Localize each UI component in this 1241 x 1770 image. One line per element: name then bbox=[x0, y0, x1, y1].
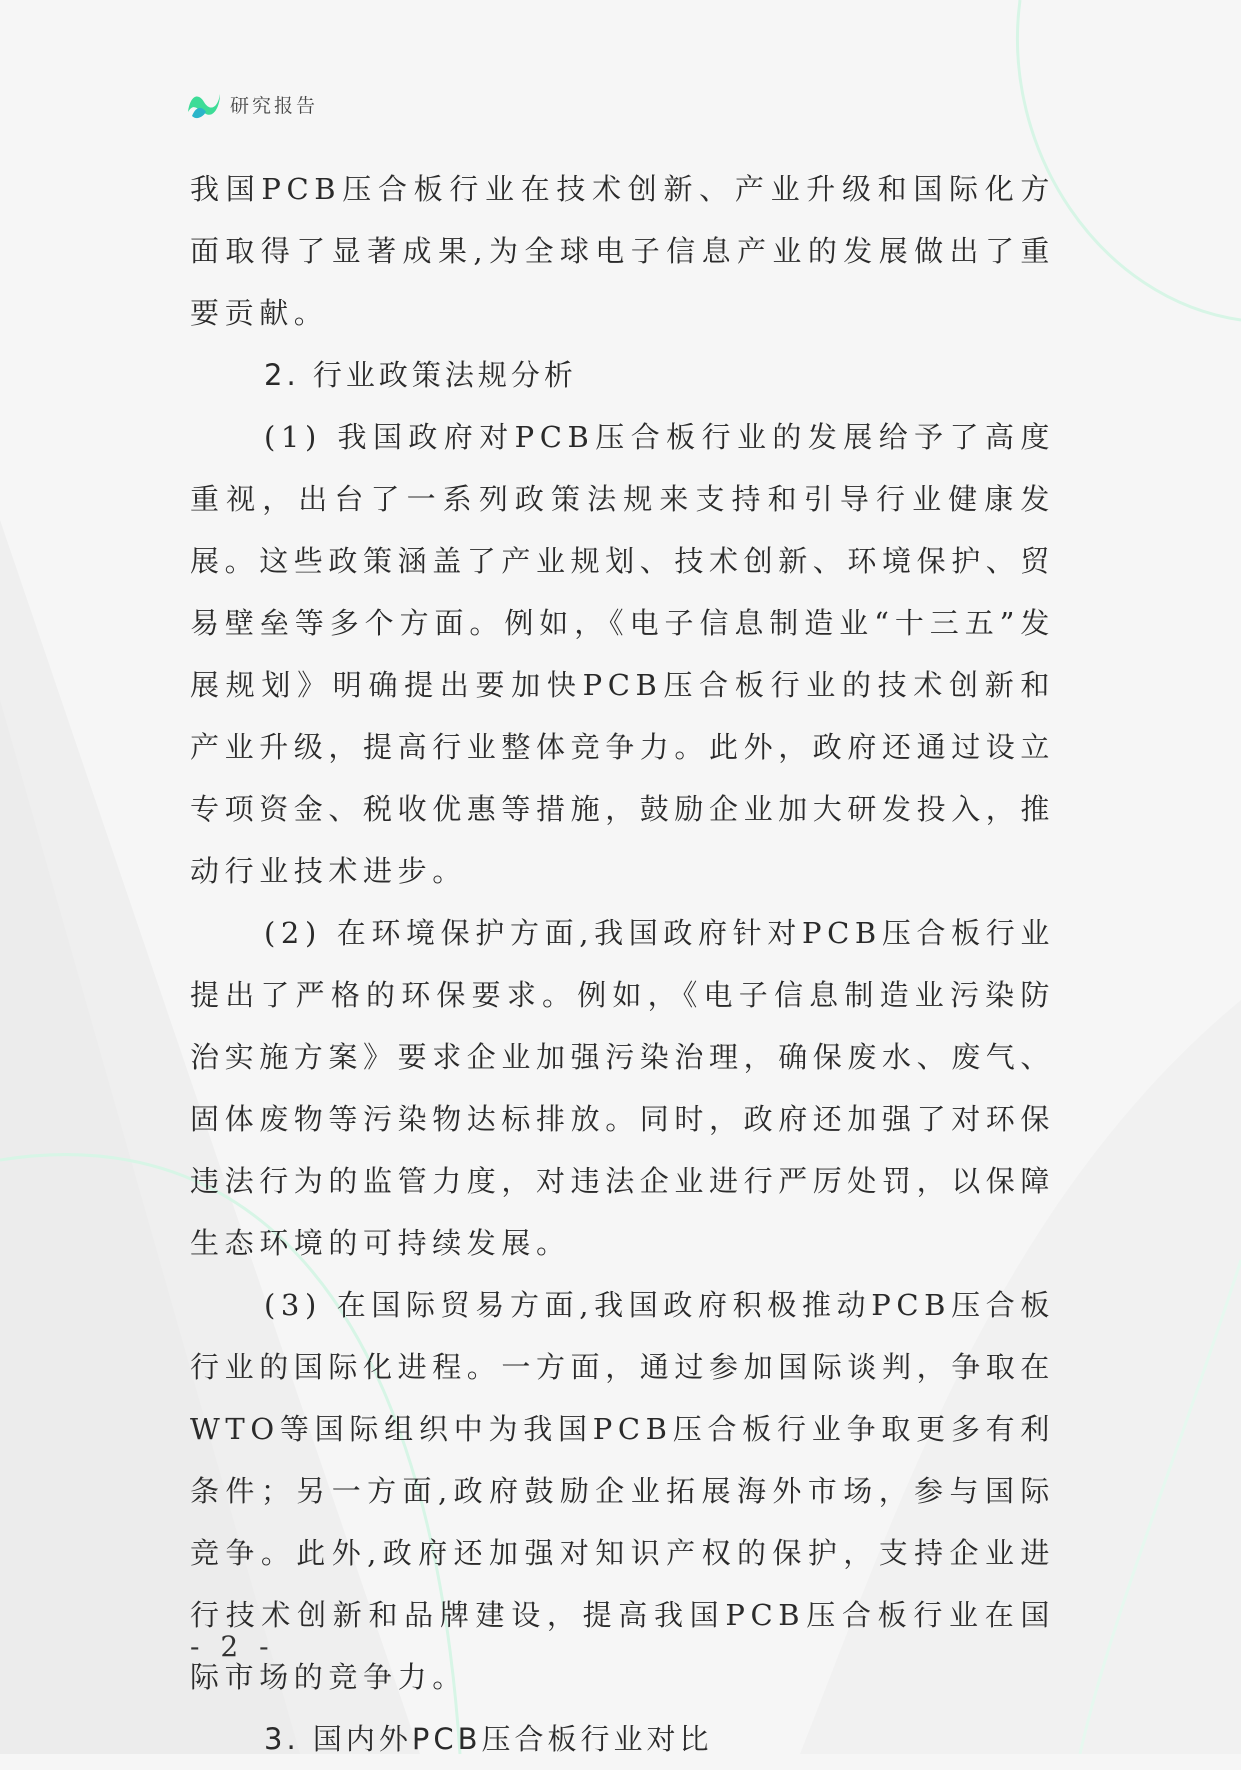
report-body bbox=[190, 158, 1055, 1770]
brand-logo-icon bbox=[186, 88, 222, 120]
header-title: 研究报告 bbox=[230, 94, 319, 117]
paragraph-policy-3: (3) 在国际贸易方面,我国政府积极推动PCB压合板行业的国际化进程。一方面，通过参加国际谈判，争取在WTO等国际组织中为我国PCB压合板行业争取更多有利条件；另一方面,政府鼓励企业拓展海外市场，参与国际竞争。此外,政府还加强对知识产权的保护，支持企业进行技术创新和品牌建设，提高我国PCB压合板行业在国际市场的竞争力。 bbox=[190, 1288, 1056, 1694]
report-header bbox=[186, 88, 318, 120]
paragraph-policy-1: (1) 我国政府对PCB压合板行业的发展给予了高度重视，出台了一系列政策法规来支持和引导行业健康发展。这些政策涵盖了产业规划、技术创新、环境保护、贸易壁垒等多个方面。例如，《电子信息制造业“十三五”发展规划》明确提出要加快PCB压合板行业的技术创新和产业升级，提高行业整体竞争力。此外，政府还通过设立专项资金、税收优惠等措施，鼓励企业加大研发投入，推动行业技术进步。 bbox=[190, 420, 1056, 888]
page-number: - 2 - bbox=[190, 1630, 275, 1663]
paragraph-policy-2: (2) 在环境保护方面,我国政府针对PCB压合板行业提出了严格的环保要求。例如，《电子信息制造业污染防治实施方案》要求企业加强污染治理，确保废水、废气、固体废物等污染物达标排放。同时，政府还加强了对环保违法行为的监管力度，对违法企业进行严厉处罚，以保障生态环境的可持续发展。 bbox=[190, 916, 1056, 1260]
section-heading-2: 2. 行业政策法规分析 bbox=[264, 358, 577, 392]
section-heading-3: 3. 国内外PCB压合板行业对比 bbox=[264, 1722, 713, 1756]
paragraph-intro: 我国PCB压合板行业在技术创新、产业升级和国际化方面取得了显著成果,为全球电子信息产业的发展做出了重要贡献。 bbox=[190, 172, 1055, 330]
